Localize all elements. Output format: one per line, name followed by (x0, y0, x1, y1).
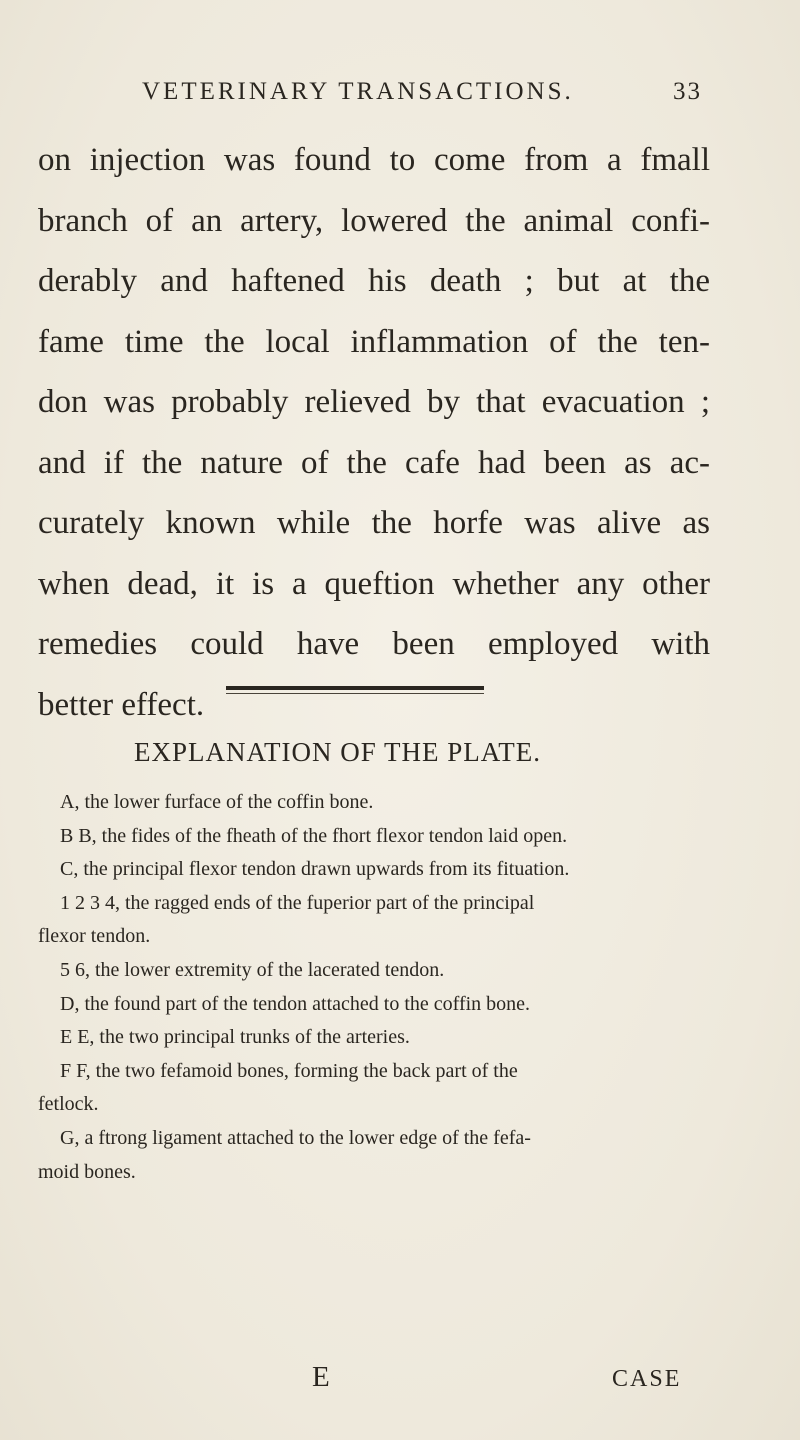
plate-item-text: F F, the two fefamoid bones, forming the back part of the (60, 1059, 518, 1082)
body-line: curately known while the horfe was alive as (38, 505, 710, 541)
plate-item-text: E E, the two principal trunks of the arteries. (60, 1026, 410, 1049)
plate-item-56 (38, 954, 718, 988)
plate-item-text: 5 6, the lower extremity of the lacerated tendon. (60, 958, 445, 981)
plate-item-text: B B, the fides of the fheath of the fhort flexor tendon laid open. (60, 824, 568, 847)
plate-item-1234 (38, 887, 718, 954)
section-heading: EXPLANATION OF THE PLATE. (134, 737, 541, 767)
plate-item-text: 1 2 3 4, the ragged ends of the fuperior part of the principal (60, 891, 535, 914)
plate-item-c (38, 853, 718, 887)
plate-item-text: C, the principal flexor tendon drawn upwards from its fituation. (60, 858, 570, 881)
plate-item-text: G, a ftrong ligament attached to the lower edge of the fefa- (60, 1126, 531, 1149)
plate-item-text-cont: fetlock. (38, 1093, 99, 1116)
body-paragraph (38, 130, 710, 735)
plate-item-text-cont: moid bones. (38, 1160, 136, 1183)
body-line: and if the nature of the cafe had been as ac- (38, 444, 710, 481)
plate-item-text: D, the found part of the tendon attached to the coffin bone. (60, 992, 531, 1015)
body-line: branch of an artery, lowered the animal confi- (38, 202, 710, 239)
plate-explanation-list (38, 786, 718, 1189)
plate-item-g (38, 1122, 718, 1189)
section-divider (226, 686, 484, 690)
page-number: 33 (673, 78, 702, 105)
running-head (142, 78, 702, 118)
running-title: VETERINARY TRANSACTIONS. (142, 78, 574, 105)
plate-item-bb (38, 820, 718, 854)
body-line: better effect. (38, 686, 205, 723)
plate-item-a (38, 786, 718, 820)
plate-item-d (38, 988, 718, 1022)
body-line: remedies could have been employed with (38, 626, 710, 662)
catchword: CASE (612, 1366, 682, 1392)
plate-item-ff (38, 1055, 718, 1122)
body-line: don was probably relieved by that evacuation ; (38, 384, 710, 420)
signature-mark: E (312, 1361, 330, 1393)
plate-item-text-cont: flexor tendon. (38, 925, 151, 948)
body-line: when dead, it is a queftion whether any other (38, 565, 710, 602)
body-line: derably and haftened his death ; but at the (38, 263, 710, 299)
section-divider-thin (226, 693, 484, 694)
body-line: fame time the local inflammation of the ten- (38, 323, 710, 360)
body-line: on injection was found to come from a fmall (38, 142, 710, 178)
plate-item-ee (38, 1021, 718, 1055)
plate-item-text: A, the lower furface of the coffin bone. (60, 791, 374, 813)
